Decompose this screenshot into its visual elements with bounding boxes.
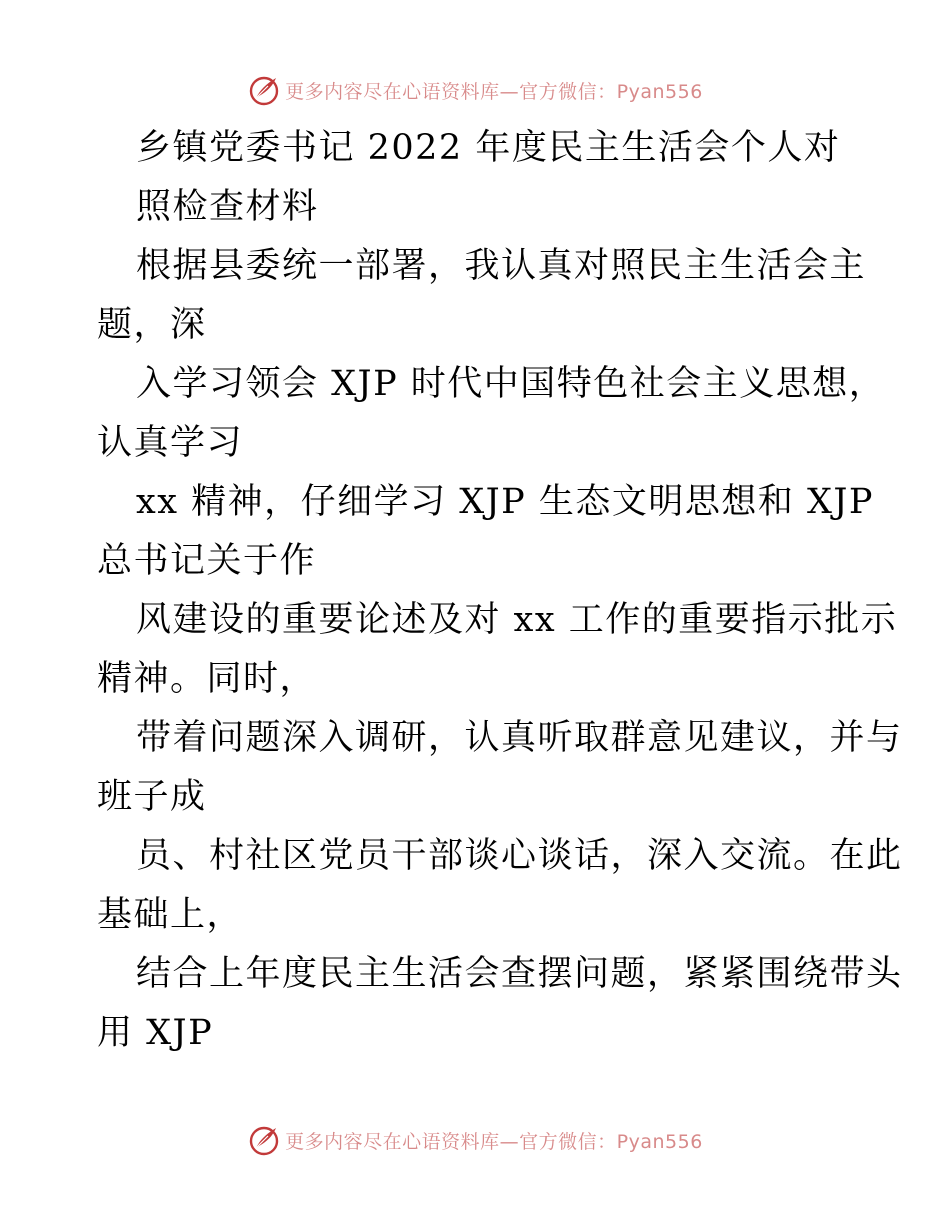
paragraph-line: 基础上，	[97, 895, 244, 935]
paragraph-line: 带着问题深入调研，认真听取群意见建议，并与	[136, 718, 903, 758]
watermark-text: 更多内容尽在心语资料库—官方微信：Pyan556	[285, 80, 703, 103]
watermark-text: 更多内容尽在心语资料库—官方微信：Pyan556	[285, 1130, 703, 1153]
paragraph-line: 风建设的重要论述及对 xx 工作的重要指示批示	[136, 600, 898, 640]
paragraph-line: 班子成	[97, 777, 207, 817]
paragraph-line: 题，深	[97, 305, 207, 345]
paragraph-line: 总书记关于作	[97, 541, 317, 581]
paragraph-line: 根据县委统一部署，我认真对照民主生活会主	[136, 246, 867, 286]
paragraph-line: 入学习领会 XJP 时代中国特色社会主义思想，	[136, 364, 886, 404]
paragraph-line: 认真学习	[97, 423, 244, 463]
paragraph-line: 用 XJP	[97, 1013, 214, 1053]
paragraph-line: 结合上年度民主生活会查摆问题，紧紧围绕带头	[136, 954, 903, 994]
paragraph-line: xx 精神，仔细学习 XJP 生态文明思想和 XJP	[136, 482, 874, 522]
document-title-line-1: 乡镇党委书记 2022 年度民主生活会个人对	[136, 128, 841, 168]
document-title-line-2: 照检查材料	[136, 187, 319, 227]
feather-pen-logo-icon	[247, 1123, 281, 1157]
paragraph-line: 精神。同时，	[97, 659, 317, 699]
watermark-footer	[0, 1120, 950, 1160]
paragraph-line: 员、村社区党员干部谈心谈话，深入交流。在此	[136, 836, 903, 876]
